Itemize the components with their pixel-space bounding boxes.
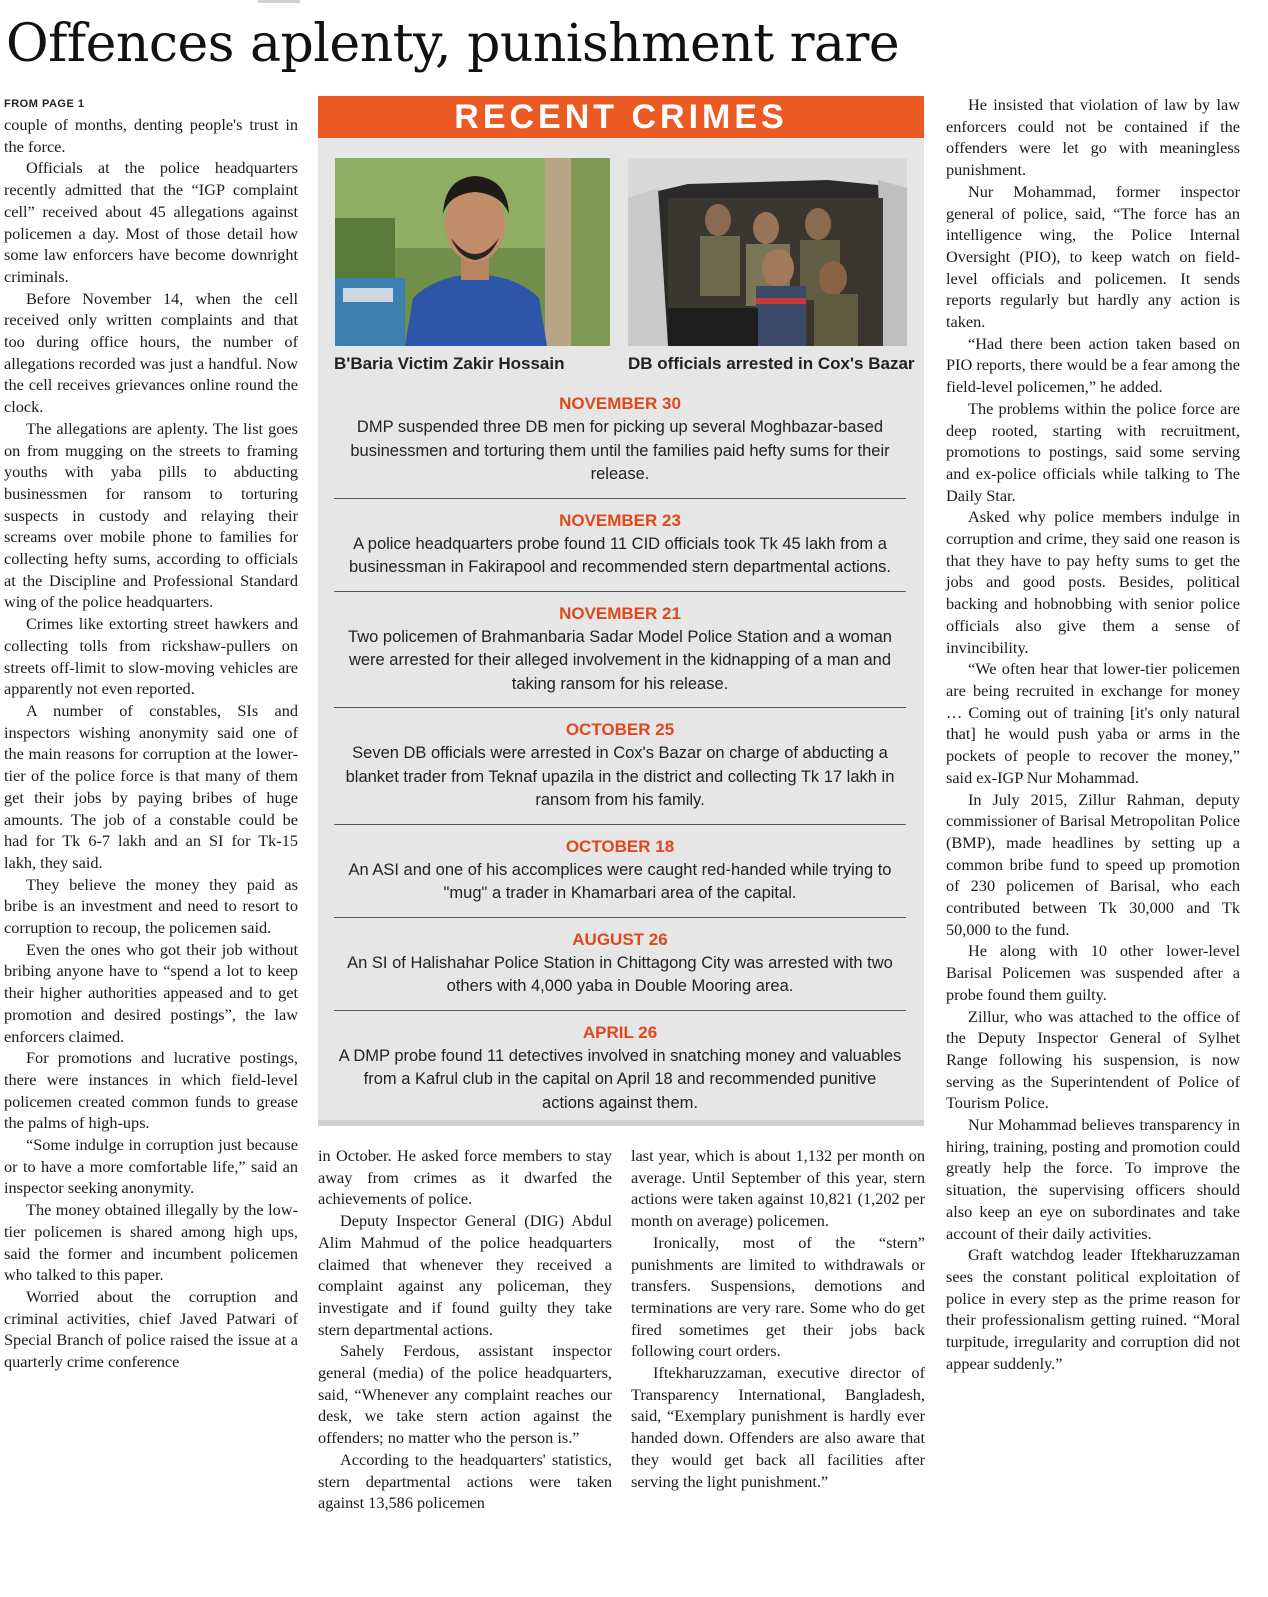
masthead-rule	[258, 0, 300, 3]
timeline-entry	[334, 835, 906, 906]
entry-text: Two policemen of Brahmanbaria Sadar Model Police Station and a woman were arrested for their alleged involvement in the kidnapping of a man and taking ransom for his release.	[348, 627, 892, 693]
timeline-entry	[334, 509, 906, 580]
paragraph: Officials at the police headquarters recently admitted that the “IGP complaint cell” received about 45 allegations against policemen a day. Most of those detail how some law enforcers have become downright criminals.	[4, 158, 298, 286]
entry-date: OCTOBER 18	[565, 836, 675, 856]
article-column-center-left	[318, 1145, 612, 1514]
paragraph: Crimes like extorting street hawkers and collecting tolls from rickshaw-pullers on streets off-limit to slow-moving vehicles are apparently not even reported.	[4, 614, 298, 699]
paragraph: in October. He asked force members to stay away from crimes as it dwarfed the achievements of police.	[318, 1146, 612, 1209]
timeline-entry	[334, 718, 906, 813]
paragraph: Nur Mohammad, former inspector general of police, said, “The force has an intelligence wing, the Police Internal Oversight (PIO), to keep watch on field-level officials and policemen. It sends reports regularly but hardly any action is taken.	[946, 181, 1240, 332]
timeline-entry	[334, 928, 906, 999]
entry-text: A police headquarters probe found 11 CID officials took Tk 45 lakh from a businessman in Fakirapool and recommended stern departmental actions.	[348, 534, 892, 576]
entry-text: DMP suspended three DB men for picking up several Moghbazar-based businessmen and torturing them until the families paid hefty sums for their release.	[350, 418, 890, 483]
paragraph: According to the headquarters' statistics, stern departmental actions were taken against 13,586 policemen	[318, 1449, 612, 1513]
paragraph: Zillur, who was attached to the office of the Deputy Inspector General of Sylhet Range following his suspension, is now serving as the Superintendent of Police of Tourism Police.	[946, 1006, 1240, 1113]
entry-text: Seven DB officials were arrested in Cox's Bazar on charge of abducting a blanket trader from Teknaf upazila in the district and collecting Tk 17 lakh in ransom from his family.	[345, 744, 895, 809]
paragraph: The allegations are aplenty. The list goes on from mugging on the streets to framing youths with yaba pills to abducting businessmen for ransom to torturing suspects in custody and relaying their screams over mobile phone to families for collecting hefty sums, according to officials at the Discipline and Professional Standard wing of the police headquarters.	[4, 418, 298, 612]
recent-crimes-banner: RECENT CRIMES	[318, 96, 924, 138]
box-shadow-rule	[318, 1120, 924, 1126]
entry-date: NOVEMBER 30	[559, 394, 681, 413]
paragraph: For promotions and lucrative postings, there were instances in which field-level policemen created common funds to grease the palms of high-ups.	[4, 1048, 298, 1133]
entry-date: OCTOBER 25	[565, 720, 675, 739]
paragraph: Worried about the corruption and criminal activities, chief Javed Patwari of Special Branch of police raised the issue at a quarterly crime conference	[4, 1286, 298, 1372]
continued-from-kicker: FROM PAGE 1	[4, 98, 85, 110]
arrested-officials-photo	[628, 158, 907, 346]
article-column-left	[4, 94, 298, 1373]
paragraph: “We often hear that lower-tier policemen are being recruited in exchange for money … Coming out of training [it's only natural that] he would push yaba or arms in the pockets of people to recover the money,” said ex-IGP Nur Mohammad.	[946, 659, 1240, 787]
entry-date: NOVEMBER 23	[559, 510, 681, 530]
paragraph: They believe the money they paid as bribe is an investment and need to resort to corruption to recoup, the policemen said.	[4, 874, 298, 938]
paragraph: Ironically, most of the “stern” punishments are limited to withdrawals or transfers. Suspensions, demotions and terminations are very rare. Some who do get fired sometimes get their jobs back following court orders.	[631, 1232, 925, 1361]
paragraph: “Some indulge in corruption just because or to have a more comfortable life,” said an inspector seeking anonymity.	[4, 1135, 298, 1198]
paragraph: “Had there been action taken based on PIO reports, there would be a fear among the field-level policemen,” he added.	[946, 333, 1240, 397]
divider	[334, 1010, 906, 1011]
recent-crimes-box	[318, 96, 924, 1124]
timeline-entry	[334, 602, 906, 697]
paragraph: Deputy Inspector General (DIG) Abdul Alim Mahmud of the police headquarters claimed that whenever they received a complaint against any policeman, they investigate and if found guilty they take stern departmental actions.	[318, 1211, 612, 1339]
divider	[334, 917, 906, 918]
divider	[334, 824, 906, 825]
paragraph: couple of months, denting people's trust in the force.	[4, 115, 298, 156]
entry-date: AUGUST 26	[572, 929, 668, 949]
paragraph: He insisted that violation of law by law enforcers could not be contained if the offenders were let go with meaningless punishment.	[946, 95, 1240, 180]
timeline-entry	[334, 392, 906, 487]
crime-timeline	[334, 392, 906, 1115]
article-column-center-right	[631, 1145, 925, 1492]
paragraph: Before November 14, when the cell received only written complaints and that too during office hours, the number of allegations recorded was just a handful. Now the cell receives grievances online round the clock.	[4, 288, 298, 417]
paragraph: Asked why police members indulge in corruption and crime, they said one reason is that they have to pay hefty sums to get the jobs and good posts. Besides, political backing and hobnobbing with senior police officials also give them a sense of invincibility.	[946, 507, 1240, 657]
paragraph: In July 2015, Zillur Rahman, deputy commissioner of Barisal Metropolitan Police (BMP), made headlines by setting up a common bribe fund to speed up promotion of 230 policemen of Barisal, who each contributed between Tk 30,000 and Tk 50,000 to the fund.	[946, 789, 1240, 939]
paragraph: A number of constables, SIs and inspectors wishing anonymity said one of the main reasons for corruption at the lower-tier of the police force is that many of them get their jobs by paying bribes of huge amounts. The job of a constable could be had for Tk 6-7 lakh and an SI for Tk-15 lakh, they said.	[4, 700, 298, 872]
paragraph: The problems within the police force are deep rooted, starting with recruitment, promotions to postings, said some serving and ex-police officials while talking to The Daily Star.	[946, 398, 1240, 505]
paragraph: Sahely Ferdous, assistant inspector general (media) of the police headquarters, said, “Whenever any complaint reaches our desk, we take stern action against the offenders; no matter who the person is.”	[318, 1341, 612, 1448]
divider	[334, 498, 906, 499]
paragraph: Nur Mohammad believes transparency in hiring, training, posting and promotion could greatly help the force. To improve the situation, the supervising officers should also keep an eye on subordinates and take account of their daily activities.	[946, 1115, 1240, 1243]
entry-text: A DMP probe found 11 detectives involved in snatching money and valuables from a Kafrul club in the capital on April 18 and recommended punitive actions against them.	[338, 1046, 902, 1112]
entry-date: NOVEMBER 21	[559, 603, 681, 623]
victim-photo-caption: B'Baria Victim Zakir Hossain	[334, 354, 565, 373]
article-column-right	[946, 94, 1240, 1374]
paragraph: The money obtained illegally by the low-tier policemen is shared among high ups, said the former and incumbent policemen who talked to this paper.	[4, 1200, 298, 1285]
entry-text: An ASI and one of his accomplices were caught red-handed while trying to "mug" a trader in Khamarbari area of the capital.	[348, 860, 892, 902]
divider	[334, 707, 906, 708]
paragraph: Even the ones who got their job without bribing anyone have to “spend a lot to keep their higher authorities appeased and to get promotion and desired postings”, the law enforcers claimed.	[4, 939, 298, 1046]
divider	[334, 591, 906, 592]
timeline-entry	[334, 1021, 906, 1116]
entry-date: APRIL 26	[582, 1022, 658, 1042]
victim-photo	[335, 158, 610, 346]
arrested-photo-caption: DB officials arrested in Cox's Bazar	[628, 354, 915, 373]
paragraph: He along with 10 other lower-level Barisal Policemen was suspended after a probe found them guilty.	[946, 941, 1240, 1004]
paragraph: Iftekharuzzaman, executive director of Transparency International, Bangladesh, said, “Exemplary punishment is hardly ever handed down. Offenders are also aware that they would get back all facilities after serving the light punishment.”	[631, 1363, 925, 1491]
paragraph: last year, which is about 1,132 per month on average. Until September of this year, stern actions were taken against 10,821 (1,202 per month on average) policemen.	[631, 1146, 925, 1231]
headline: Offences aplenty, punishment rare	[6, 14, 900, 74]
paragraph: Graft watchdog leader Iftekharuzzaman sees the constant political exploitation of police in every step as the prime reason for their professionalism getting ruined. “Moral turpitude, irregularity and corruption did not appear suddenly.”	[946, 1245, 1240, 1373]
entry-text: An SI of Halishahar Police Station in Chittagong City was arrested with two others with 4,000 yaba in Double Mooring area.	[347, 953, 893, 995]
